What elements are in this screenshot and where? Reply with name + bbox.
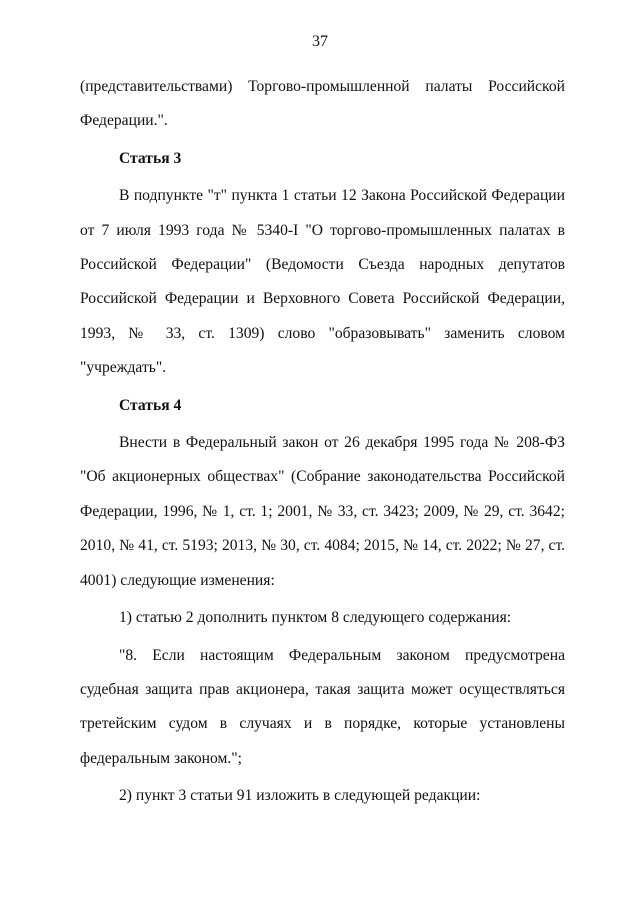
article-3-paragraph: В подпункте "т" пункта 1 статьи 12 Закона Российской Федерации от 7 июля 1993 года № 5340-I "О торгово-промышленных палатах в Российской Федерации" (Ведомости Съезда народных депутатов Российской Федерации и Верховного Совета Российской Федерации, 1993, № 33, ст. 1309) слово "образовывать" заменить словом "учреждать".	[80, 187, 565, 377]
item-1-paragraph: 1) статью 2 дополнить пунктом 8 следующего содержания:	[119, 609, 512, 627]
document-body	[80, 70, 565, 814]
article-4-intro-paragraph: Внести в Федеральный закон от 26 декабря 1995 года № 208-ФЗ "Об акционерных обществах" (Собрание законодательства Российской Федерации, 1996, № 1, ст. 1; 2001, № 33, ст. 3423; 2009, № 29, ст. 3642; 2010, № 41, ст. 5193; 2013, № 30, ст. 4084; 2015, № 14, ст. 2022; № 27, ст. 4001) следующие изменения:	[80, 434, 565, 589]
item-1-quote-paragraph: "8. Если настоящим Федеральным законом предусмотрена судебная защита прав акционера, такая защита может осуществляться третейским судом в случаях и в порядке, которые установлены федеральным законом.";	[80, 646, 565, 767]
article-3-heading: Статья 3	[119, 149, 182, 167]
page-number: 37	[312, 33, 328, 50]
item-2-paragraph: 2) пункт 3 статьи 91 изложить в следующей редакции:	[119, 787, 481, 805]
article-4-heading: Статья 4	[119, 396, 182, 414]
continuation-paragraph: (представительствами) Торгово-промышленной палаты Российской Федерации.".	[80, 78, 565, 130]
